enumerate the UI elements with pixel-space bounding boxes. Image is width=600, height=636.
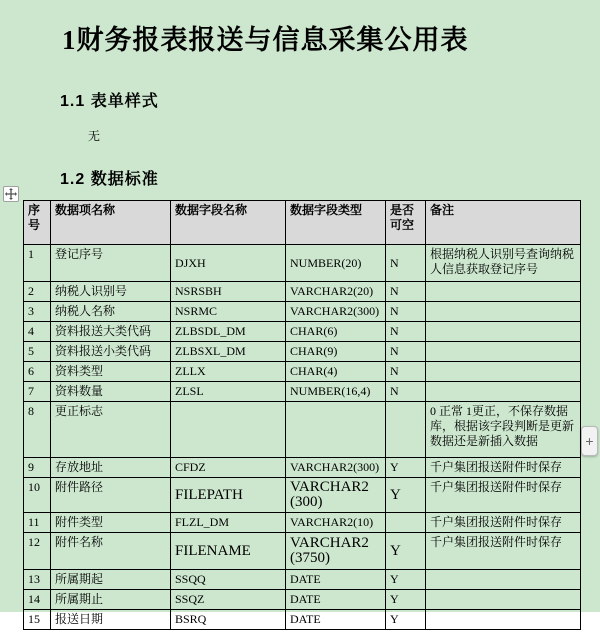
cell-col1: 附件名称: [51, 533, 171, 570]
cell-col3: NUMBER(16,4): [286, 382, 386, 402]
cell-col4: Y: [386, 478, 426, 513]
cell-col2: [171, 402, 286, 458]
table-row: [24, 342, 581, 362]
cell-col4: N: [386, 342, 426, 362]
table-row: [24, 458, 581, 478]
cell-col2: BSRQ: [171, 610, 286, 630]
cell-col0: 1: [24, 245, 51, 282]
cell-col0: 15: [24, 610, 51, 630]
cell-col1: 资料报送小类代码: [51, 342, 171, 362]
cell-col0: 5: [24, 342, 51, 362]
cell-col5: 千户集团报送附件时保存: [426, 478, 581, 513]
cell-col3: CHAR(4): [286, 362, 386, 382]
cell-col0: 11: [24, 513, 51, 533]
table-row: [24, 382, 581, 402]
cell-col5: [426, 362, 581, 382]
cell-col2: FILEPATH: [171, 478, 286, 513]
column-header-1: 数据项名称: [51, 201, 171, 245]
cell-col5: 根据纳税人识别号查询纳税人信息获取登记序号: [426, 245, 581, 282]
column-header-2: 数据字段名称: [171, 201, 286, 245]
cell-col1: 资料报送大类代码: [51, 322, 171, 342]
table-row: [24, 302, 581, 322]
cell-col5: 千户集团报送附件时保存: [426, 513, 581, 533]
cell-col2: ZLBSXL_DM: [171, 342, 286, 362]
cell-col4: Y: [386, 590, 426, 610]
cell-col1: 纳税人识别号: [51, 282, 171, 302]
table-row: [24, 322, 581, 342]
document-title: 1财务报表报送与信息采集公用表: [62, 25, 469, 55]
cell-col0: 7: [24, 382, 51, 402]
cell-col2: ZLSL: [171, 382, 286, 402]
table-row: [24, 513, 581, 533]
cell-col1: 存放地址: [51, 458, 171, 478]
cell-col5: [426, 322, 581, 342]
table-body: [24, 245, 581, 630]
cell-col3: VARCHAR2(20): [286, 282, 386, 302]
cell-col3: DATE: [286, 610, 386, 630]
table-row: [24, 478, 581, 513]
cell-col4: [386, 513, 426, 533]
cell-col1: 登记序号: [51, 245, 171, 282]
cell-col5: [426, 610, 581, 630]
cell-col3: VARCHAR2(300): [286, 458, 386, 478]
cell-col5: [426, 382, 581, 402]
cell-col2: DJXH: [171, 245, 286, 282]
cell-col0: 12: [24, 533, 51, 570]
cell-col1: 附件类型: [51, 513, 171, 533]
section-heading-1-2: 1.2 数据标准: [60, 171, 159, 188]
cell-col1: 附件路径: [51, 478, 171, 513]
section-heading-1-1: 1.1 表单样式: [60, 93, 159, 110]
table-move-handle[interactable]: [3, 186, 19, 202]
cell-col5: [426, 302, 581, 322]
cell-col0: 4: [24, 322, 51, 342]
cell-col3: VARCHAR2(3750): [286, 533, 386, 570]
cell-col2: NSRMC: [171, 302, 286, 322]
cell-col1: 资料类型: [51, 362, 171, 382]
table-row: [24, 570, 581, 590]
column-header-3: 数据字段类型: [286, 201, 386, 245]
cell-col0: 10: [24, 478, 51, 513]
table-header-row: [24, 201, 581, 245]
cell-col4: N: [386, 362, 426, 382]
cell-col4: N: [386, 382, 426, 402]
table-row: [24, 402, 581, 458]
table-row: [24, 282, 581, 302]
column-header-0: 序号: [24, 201, 51, 245]
cell-col4: N: [386, 322, 426, 342]
table-row: [24, 610, 581, 630]
table-row: [24, 590, 581, 610]
cell-col2: FLZL_DM: [171, 513, 286, 533]
cell-col3: VARCHAR2(10): [286, 513, 386, 533]
cell-col4: Y: [386, 458, 426, 478]
cell-col0: 2: [24, 282, 51, 302]
cell-col5: [426, 590, 581, 610]
cell-col5: [426, 282, 581, 302]
cell-col5: 0 正常 1更正，不保存数据库，根据该字段判断是更新数据还是新插入数据: [426, 402, 581, 458]
cell-col5: [426, 570, 581, 590]
cell-col1: 资料数量: [51, 382, 171, 402]
cell-col0: 9: [24, 458, 51, 478]
cell-col3: CHAR(6): [286, 322, 386, 342]
cell-col3: [286, 402, 386, 458]
cell-col3: DATE: [286, 590, 386, 610]
table-row: [24, 362, 581, 382]
cell-col2: ZLLX: [171, 362, 286, 382]
cell-col4: Y: [386, 570, 426, 590]
cell-col2: CFDZ: [171, 458, 286, 478]
cell-col1: 报送日期: [51, 610, 171, 630]
cell-col0: 3: [24, 302, 51, 322]
move-arrows-icon: [5, 188, 17, 200]
cell-col5: 千户集团报送附件时保存: [426, 533, 581, 570]
cell-col4: N: [386, 282, 426, 302]
cell-col2: NSRSBH: [171, 282, 286, 302]
add-button[interactable]: +: [581, 426, 598, 456]
cell-col5: [426, 342, 581, 362]
cell-col0: 6: [24, 362, 51, 382]
data-standard-table: [23, 200, 581, 630]
cell-col0: 13: [24, 570, 51, 590]
cell-col4: N: [386, 302, 426, 322]
cell-col1: 所属期止: [51, 590, 171, 610]
cell-col2: FILENAME: [171, 533, 286, 570]
cell-col1: 更正标志: [51, 402, 171, 458]
cell-col5: 千户集团报送附件时保存: [426, 458, 581, 478]
cell-col0: 8: [24, 402, 51, 458]
cell-col1: 纳税人名称: [51, 302, 171, 322]
column-header-4: 是否可空: [386, 201, 426, 245]
cell-col2: ZLBSDL_DM: [171, 322, 286, 342]
column-header-5: 备注: [426, 201, 581, 245]
table-row: [24, 533, 581, 570]
cell-col3: CHAR(9): [286, 342, 386, 362]
cell-col4: Y: [386, 533, 426, 570]
cell-col4: N: [386, 245, 426, 282]
cell-col2: SSQZ: [171, 590, 286, 610]
cell-col3: VARCHAR2(300): [286, 302, 386, 322]
cell-col3: VARCHAR2(300): [286, 478, 386, 513]
cell-col1: 所属期起: [51, 570, 171, 590]
table-row: [24, 245, 581, 282]
cell-col0: 14: [24, 590, 51, 610]
cell-col4: Y: [386, 610, 426, 630]
cell-col3: NUMBER(20): [286, 245, 386, 282]
cell-col4: [386, 402, 426, 458]
cell-col3: DATE: [286, 570, 386, 590]
cell-col2: SSQQ: [171, 570, 286, 590]
section-1-body-text: 无: [88, 129, 101, 143]
